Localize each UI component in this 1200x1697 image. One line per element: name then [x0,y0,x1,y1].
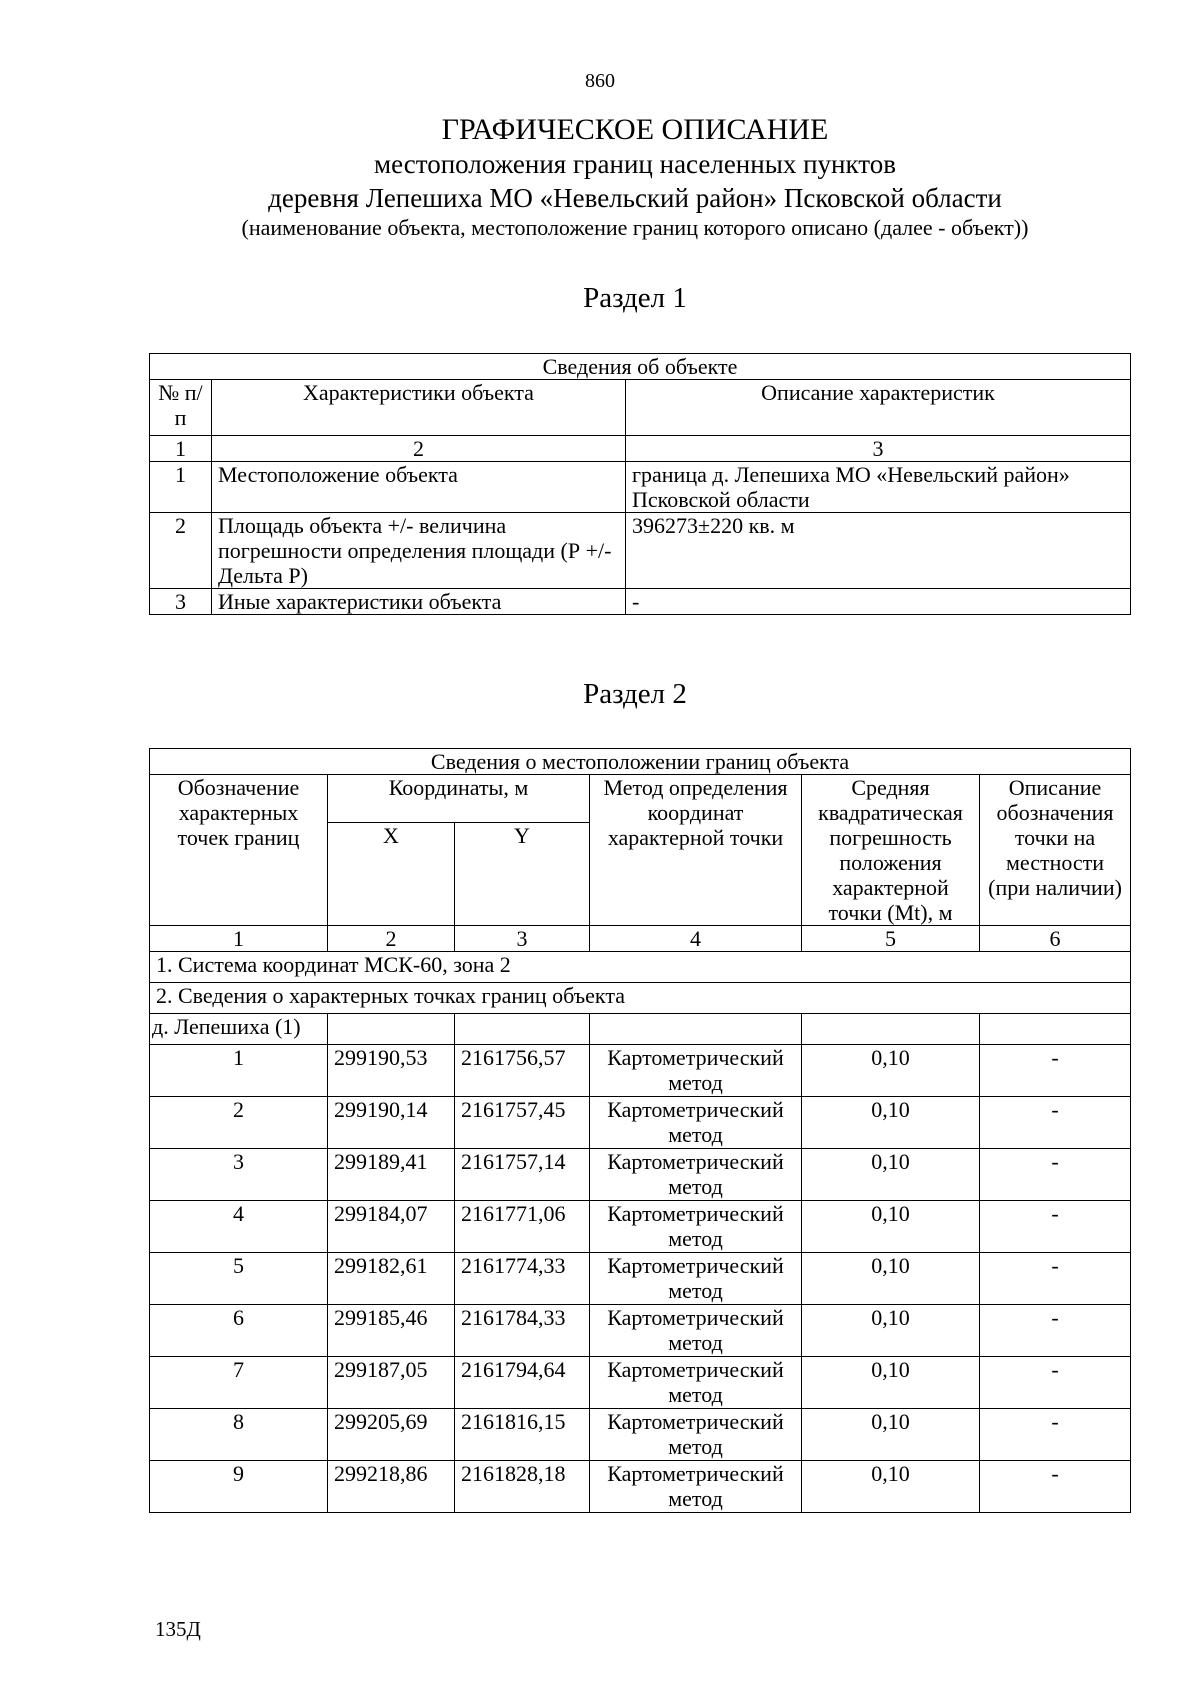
table-row [150,1045,1131,1097]
coord-x: 299184,07 [328,1201,455,1253]
header-cell: Средняя квадратическая погрешность положения характерной точки (Mt), м [802,775,980,926]
header-cell: Y [455,823,590,926]
footer-code: 135Д [155,1617,201,1641]
coord-y: 2161774,33 [455,1253,590,1305]
section-1-heading: Раздел 1 [583,282,687,314]
coord-y: 2161757,14 [455,1149,590,1201]
numbering-cell: 2 [212,436,626,462]
coord-y: 2161771,06 [455,1201,590,1253]
numbering-row [150,436,1131,462]
point-number: 2 [150,1097,328,1149]
point-number: 4 [150,1201,328,1253]
point-number: 7 [150,1357,328,1409]
coord-y: 2161757,45 [455,1097,590,1149]
characteristic-value: - [626,589,1131,615]
method: Картометрический метод [590,1201,802,1253]
table-title-row [150,354,1131,380]
point-description: - [980,1149,1131,1201]
section-2-heading: Раздел 2 [583,678,687,710]
numbering-cell: 3 [626,436,1131,462]
page-number: 860 [585,70,615,92]
mean-error: 0,10 [802,1253,980,1305]
coord-x: 299190,53 [328,1045,455,1097]
header-cell: Обозначение характерных точек границ [150,775,328,926]
coord-y: 2161816,15 [455,1409,590,1461]
method: Картометрический метод [590,1409,802,1461]
method: Картометрический метод [590,1305,802,1357]
point-number: 6 [150,1305,328,1357]
mean-error: 0,10 [802,1149,980,1201]
table-row [150,1253,1131,1305]
header-cell: Координаты, м [328,775,590,823]
coordinate-system-label: 1. Система координат МСК-60, зона 2 [150,952,1131,983]
header-cell: Описание обозначения точки на местности (при наличии) [980,775,1131,926]
coord-y: 2161794,64 [455,1357,590,1409]
coord-y: 2161784,33 [455,1305,590,1357]
document-title: ГРАФИЧЕСКОЕ ОПИСАНИЕ [441,113,829,146]
table-row [150,462,1131,513]
table-title: Сведения об объекте [150,354,1131,380]
mean-error: 0,10 [802,1201,980,1253]
method: Картометрический метод [590,1357,802,1409]
document-caption: (наименование объекта, местоположение границ которого описано (далее - объект)) [241,215,1029,240]
row-number: 3 [150,589,212,615]
method: Картометрический метод [590,1253,802,1305]
coord-x: 299189,41 [328,1149,455,1201]
point-description: - [980,1097,1131,1149]
table-row [150,1201,1131,1253]
point-description: - [980,1201,1131,1253]
characteristic-name: Местоположение объекта [212,462,626,513]
numbering-cell: 6 [980,926,1131,952]
mean-error: 0,10 [802,1097,980,1149]
table-title: Сведения о местоположении границ объекта [150,749,1131,775]
empty-cell [802,1014,980,1045]
coord-x: 299205,69 [328,1409,455,1461]
method: Картометрический метод [590,1045,802,1097]
points-info-label: 2. Сведения о характерных точках границ объекта [150,983,1131,1014]
table-row [150,589,1131,615]
point-description: - [980,1045,1131,1097]
mean-error: 0,10 [802,1305,980,1357]
table-row [150,1097,1131,1149]
header-cell: Характеристики объекта [212,380,626,436]
characteristic-name: Иные характеристики объекта [212,589,626,615]
coord-x: 299190,14 [328,1097,455,1149]
numbering-cell: 1 [150,926,328,952]
method: Картометрический метод [590,1097,802,1149]
row-number: 2 [150,513,212,589]
numbering-cell: 1 [150,436,212,462]
method: Картометрический метод [590,1461,802,1513]
point-number: 5 [150,1253,328,1305]
point-description: - [980,1357,1131,1409]
row-number: 1 [150,462,212,513]
group-row [150,1014,1131,1045]
document-subtitle-1: местоположения границ населенных пунктов [374,149,896,179]
header-cell: № п/п [150,380,212,436]
point-description: - [980,1305,1131,1357]
empty-cell [590,1014,802,1045]
numbering-cell: 5 [802,926,980,952]
table-title-row [150,749,1131,775]
numbering-row [150,926,1131,952]
characteristic-value: граница д. Лепешиха МО «Невельский район» Псковской области [626,462,1131,513]
boundary-points-table [149,748,1131,1513]
empty-cell [980,1014,1131,1045]
point-description: - [980,1461,1131,1513]
mean-error: 0,10 [802,1409,980,1461]
points-info-row [150,983,1131,1014]
point-number: 9 [150,1461,328,1513]
numbering-cell: 2 [328,926,455,952]
point-number: 3 [150,1149,328,1201]
coord-y: 2161756,57 [455,1045,590,1097]
coord-x: 299218,86 [328,1461,455,1513]
method: Картометрический метод [590,1149,802,1201]
numbering-cell: 4 [590,926,802,952]
point-number: 1 [150,1045,328,1097]
document-subtitle-2: деревня Лепешиха МО «Невельский район» Псковской области [268,183,1002,213]
header-cell: Описание характеристик [626,380,1131,436]
group-label: д. Лепешиха (1) [150,1014,328,1045]
coord-x: 299185,46 [328,1305,455,1357]
coord-x: 299187,05 [328,1357,455,1409]
table-row [150,1461,1131,1513]
numbering-cell: 3 [455,926,590,952]
empty-cell [455,1014,590,1045]
mean-error: 0,10 [802,1357,980,1409]
mean-error: 0,10 [802,1461,980,1513]
table-row [150,1357,1131,1409]
header-cell: X [328,823,455,926]
table-row [150,513,1131,589]
characteristic-name: Площадь объекта +/- величина погрешности определения площади (Р +/- Дельта Р) [212,513,626,589]
point-number: 8 [150,1409,328,1461]
object-info-table [149,353,1131,615]
table-header-row [150,380,1131,436]
point-description: - [980,1253,1131,1305]
table-row [150,1149,1131,1201]
characteristic-value: 396273±220 кв. м [626,513,1131,589]
empty-cell [328,1014,455,1045]
coordinate-system-row [150,952,1131,983]
table-row [150,1409,1131,1461]
point-description: - [980,1409,1131,1461]
coord-x: 299182,61 [328,1253,455,1305]
document-title-block [0,113,1200,241]
coord-y: 2161828,18 [455,1461,590,1513]
mean-error: 0,10 [802,1045,980,1097]
table-row [150,1305,1131,1357]
table-header-row [150,775,1131,823]
header-cell: Метод определения координат характерной точки [590,775,802,926]
